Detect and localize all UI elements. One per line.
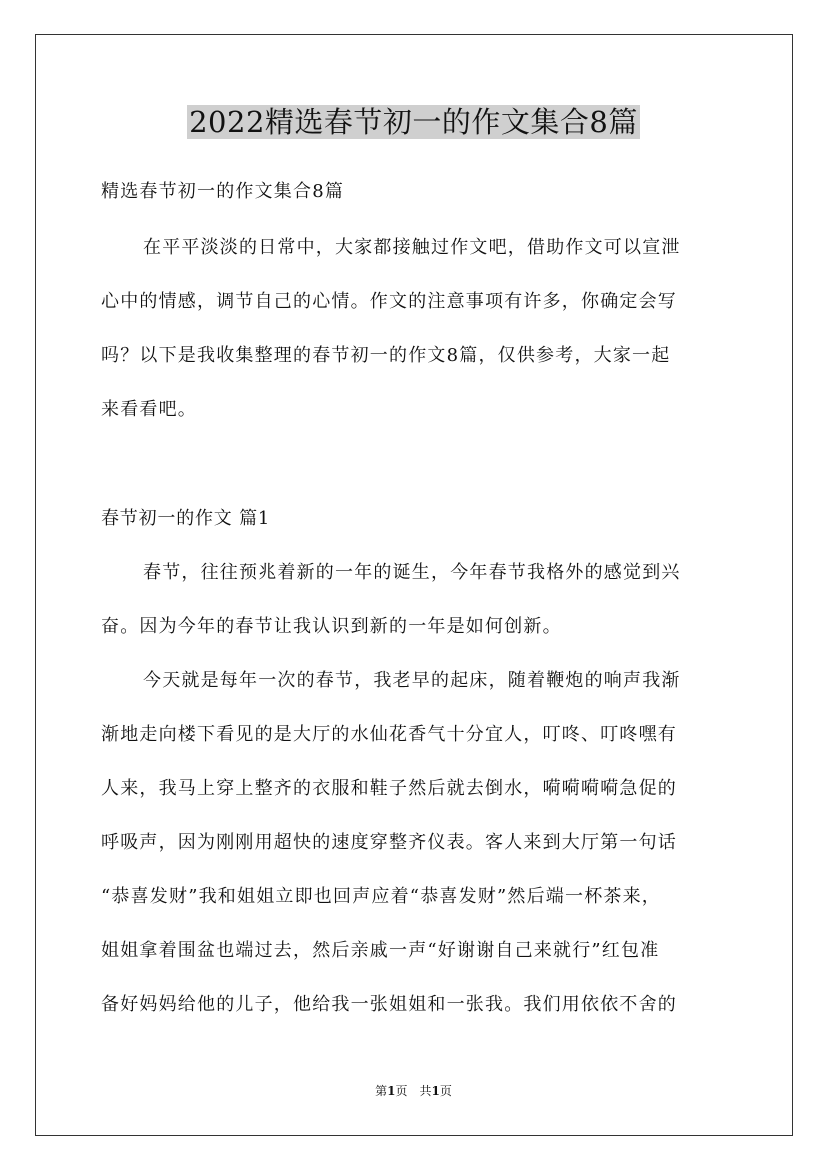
para2-line-7: 备好妈妈给他的儿子，他给我一张姐姐和一张我。我们用依依不舍的 [101, 994, 677, 1015]
footer-suffix: 页 [439, 1084, 452, 1098]
intro-line-1: 在平平淡淡的日常中，大家都接触过作文吧，借助作文可以宣泄 [143, 237, 681, 258]
document-title [0, 100, 827, 144]
para2-line-6: 姐姐拿着围盆也端过去，然后亲戚一声“好谢谢自己来就行”红包准 [101, 940, 660, 961]
para2-line-4: 呼吸声，因为刚刚用超快的速度穿整齐仪表。客人来到大厅第一句话 [101, 832, 677, 853]
para2-line-2: 渐地走向楼下看见的是大厅的水仙花香气十分宜人，叮咚、叮咚嘿有 [101, 724, 677, 745]
document-title-text: 2022精选春节初一的作文集合8篇 [189, 105, 638, 139]
footer-page-total: 1 [431, 1084, 440, 1098]
section-heading: 春节初一的作文 篇1 [101, 508, 271, 529]
intro-line-3: 吗？以下是我收集整理的春节初一的作文8篇，仅供参考，大家一起 [101, 345, 671, 366]
intro-line-2: 心中的情感，调节自己的心情。作文的注意事项有许多，你确定会写 [101, 291, 677, 312]
para2-line-1: 今天就是每年一次的春节，我老早的起床，随着鞭炮的响声我渐 [143, 670, 681, 691]
para2-line-5: “恭喜发财”我和姐姐立即也回声应着“恭喜发财”然后端一杯茶来， [101, 886, 662, 907]
document-subtitle: 精选春节初一的作文集合8篇 [101, 181, 345, 202]
para1-line-1: 春节，往往预兆着新的一年的诞生，今年春节我格外的感觉到兴 [143, 562, 681, 583]
footer-page-current: 1 [387, 1084, 396, 1098]
page-footer [0, 1083, 827, 1099]
footer-prefix: 第 [375, 1084, 388, 1098]
para2-line-3: 人来，我马上穿上整齐的衣服和鞋子然后就去倒水，嗬嗬嗬嗬急促的 [101, 778, 677, 799]
intro-line-4: 来看看吧。 [101, 399, 197, 420]
footer-mid: 页 共 [395, 1084, 432, 1098]
para1-line-2: 奋。因为今年的春节让我认识到新的一年是如何创新。 [101, 616, 562, 637]
